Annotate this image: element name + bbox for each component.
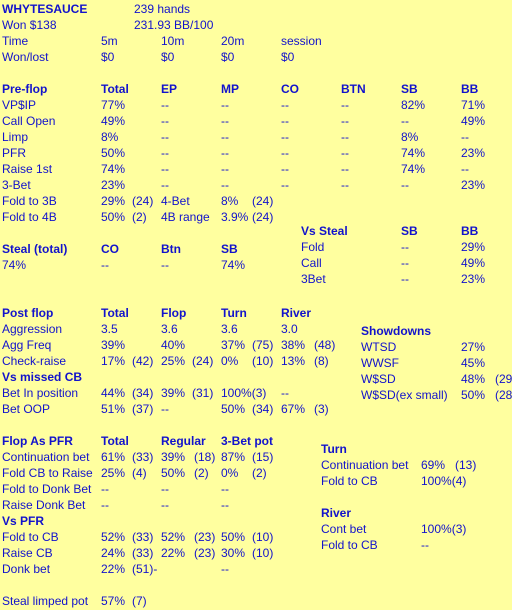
preflop-row-c2: -- (161, 130, 169, 144)
preflop-header-c7: BB (461, 82, 479, 96)
preflop-header-c6: SB (401, 82, 418, 96)
vs-pfr-row-c1: 52% (101, 530, 126, 544)
missed-cb-row-c5: 100%(3) (221, 386, 267, 400)
flop-pfr-row-c1: -- (101, 482, 109, 496)
time-col-c3: session (281, 34, 322, 48)
time-col-c1: 10m (161, 34, 185, 48)
postflop-header-c3: Turn (221, 306, 247, 320)
steal-header-c3: SB (221, 242, 238, 256)
vs-pfr-row-c3: 22% (161, 546, 186, 560)
fold4b-row-c5: (24) (252, 210, 274, 224)
preflop-row-c3: -- (221, 178, 229, 192)
flop-pfr-row-c4: (2) (194, 466, 209, 480)
postflop-row-c7: 13% (281, 354, 306, 368)
showdown-row-c0: WWSF (361, 356, 399, 370)
vs-steal-row-c0: Call (301, 256, 322, 270)
flop-pfr-row-c6: (15) (252, 450, 274, 464)
preflop-row-c0: Call Open (2, 114, 56, 128)
postflop-row-c0: Agg Freq (2, 338, 52, 352)
postflop-row-c1: 39% (101, 338, 126, 352)
won-lost-val-c2: $0 (221, 50, 235, 64)
flop-pfr-row-c5: 0% (221, 466, 239, 480)
postflop-row-c5: 37% (221, 338, 246, 352)
flop-pfr-row-c1: -- (101, 498, 109, 512)
missed-cb-row-c3: 39% (161, 386, 186, 400)
showdown-row-c1: 27% (461, 340, 486, 354)
flop-pfr-row-c6: (2) (252, 466, 267, 480)
preflop-row-c0: 3-Bet (2, 178, 31, 192)
postflop-row-c6: (10) (252, 354, 274, 368)
preflop-row-c3: -- (221, 146, 229, 160)
preflop-row-c6: 74% (401, 146, 426, 160)
preflop-row-c6: -- (401, 114, 409, 128)
preflop-row-c5: -- (341, 114, 349, 128)
postflop-row-c3: 25% (161, 354, 186, 368)
postflop-header-c4: River (281, 306, 312, 320)
preflop-row-c1: 49% (101, 114, 126, 128)
won-lost-val-c0: $0 (101, 50, 115, 64)
flop-pfr-row-c5: -- (221, 482, 229, 496)
missed-cb-row-c2: (37) (132, 402, 154, 416)
vs-pfr-row-c5: -- (221, 562, 229, 576)
fold3b-row-c0: Fold to 3B (2, 194, 57, 208)
flop-pfr-row-c1: 25% (101, 466, 126, 480)
postflop-row-c0: Aggression (2, 322, 63, 336)
river-row-c1: 100%(3) (421, 522, 467, 536)
preflop-row-c5: -- (341, 130, 349, 144)
preflop-row-c2: -- (161, 114, 169, 128)
flop-pfr-row-c3: -- (161, 482, 169, 496)
vs-steal-header-c0: Vs Steal (301, 224, 348, 238)
vs-steal-row-c1: -- (401, 272, 409, 286)
vs-pfr-row-c3: 52% (161, 530, 186, 544)
postflop-row-c8: (48) (314, 338, 336, 352)
preflop-row-c4: -- (281, 178, 289, 192)
vs-steal-row-c2: 49% (461, 256, 486, 270)
preflop-row-c4: -- (281, 162, 289, 176)
showdowns-title: Showdowns (361, 324, 431, 338)
bb-per-100: 231.93 BB/100 (134, 18, 214, 32)
vs-pfr-row-c6: (10) (252, 530, 274, 544)
river-title: River (321, 506, 352, 520)
preflop-header-c3: MP (221, 82, 239, 96)
missed-cb-row-c1: 51% (101, 402, 126, 416)
preflop-row-c1: 74% (101, 162, 126, 176)
preflop-row-c5: -- (341, 98, 349, 112)
postflop-row-c1: 17% (101, 354, 126, 368)
vs-pfr-row-c1: 22% (101, 562, 126, 576)
fold4b-row-c1: 50% (101, 210, 126, 224)
steal-vals-c2: -- (161, 258, 169, 272)
turn-row-c2: (13) (455, 458, 477, 472)
preflop-row-c5: -- (341, 146, 349, 160)
time-col-c0: 5m (101, 34, 118, 48)
flop-pfr-row-c2: (4) (132, 466, 147, 480)
flop-pfr-row-c2: (33) (132, 450, 154, 464)
steal-limped-count: (7) (132, 594, 147, 608)
won-amount: Won $138 (2, 18, 57, 32)
preflop-header-c1: Total (101, 82, 129, 96)
turn-row-c0: Continuation bet (321, 458, 409, 472)
preflop-row-c6: 82% (401, 98, 426, 112)
missed-cb-row-c1: 44% (101, 386, 126, 400)
missed-cb-row-c5: 50% (221, 402, 246, 416)
missed-cb-row-c7: 67% (281, 402, 306, 416)
postflop-row-c4: (24) (192, 354, 214, 368)
flop-pfr-header-c2: Regular (161, 434, 206, 448)
preflop-row-c1: 50% (101, 146, 126, 160)
missed-cb-row-c7: -- (281, 386, 289, 400)
postflop-row-c5: 0% (221, 354, 239, 368)
preflop-row-c1: 23% (101, 178, 126, 192)
flop-pfr-row-c0: Fold to Donk Bet (2, 482, 92, 496)
flop-pfr-row-c0: Fold CB to Raise (2, 466, 93, 480)
postflop-row-c6: (75) (252, 338, 274, 352)
postflop-row-c7: 3.0 (281, 322, 298, 336)
player-name: WHYTESAUCE (2, 2, 88, 16)
preflop-row-c2: -- (161, 162, 169, 176)
showdown-row-c0: WTSD (361, 340, 397, 354)
vs-steal-row-c2: 23% (461, 272, 486, 286)
fold3b-row-c2: (24) (132, 194, 154, 208)
preflop-row-c7: -- (461, 162, 469, 176)
vs-pfr-row-c4: (23) (194, 530, 216, 544)
postflop-row-c1: 3.5 (101, 322, 118, 336)
postflop-header-c1: Total (101, 306, 129, 320)
turn-row-c1: 100%(4) (421, 474, 467, 488)
preflop-row-c0: Limp (2, 130, 29, 144)
fold3b-row-c5: (24) (252, 194, 274, 208)
flop-pfr-row-c3: 50% (161, 466, 186, 480)
preflop-header-c0: Pre-flop (2, 82, 48, 96)
vs-pfr-row-c5: 30% (221, 546, 246, 560)
postflop-header-c2: Flop (161, 306, 187, 320)
vs-pfr-row-c0: Donk bet (2, 562, 51, 576)
preflop-row-c5: -- (341, 178, 349, 192)
postflop-row-c0: Check-raise (2, 354, 67, 368)
steal-limped-label: Steal limped pot (2, 594, 89, 608)
flop-pfr-header-c3: 3-Bet pot (221, 434, 273, 448)
showdown-row-c1: 50% (461, 388, 486, 402)
showdown-row-c2: (28 (495, 388, 512, 402)
showdown-row-c1: 48% (461, 372, 486, 386)
preflop-row-c3: -- (221, 162, 229, 176)
flop-pfr-row-c0: Raise Donk Bet (2, 498, 86, 512)
fold3b-row-c3: 4-Bet (161, 194, 190, 208)
won-lost-val-c1: $0 (161, 50, 175, 64)
steal-vals-c1: -- (101, 258, 109, 272)
vs-pfr-title: Vs PFR (2, 514, 45, 528)
postflop-row-c2: (42) (132, 354, 154, 368)
preflop-row-c7: 49% (461, 114, 486, 128)
preflop-row-c6: 8% (401, 130, 419, 144)
turn-row-c1: 69% (421, 458, 446, 472)
flop-pfr-row-c0: Continuation bet (2, 450, 90, 464)
preflop-row-c4: -- (281, 114, 289, 128)
fold4b-row-c2: (2) (132, 210, 147, 224)
vs-pfr-row-c0: Fold to CB (2, 530, 59, 544)
flop-pfr-row-c4: (18) (194, 450, 216, 464)
vs-steal-row-c2: 29% (461, 240, 486, 254)
postflop-row-c7: 38% (281, 338, 306, 352)
flop-pfr-row-c3: 39% (161, 450, 186, 464)
preflop-row-c1: 77% (101, 98, 126, 112)
postflop-header-c0: Post flop (2, 306, 54, 320)
missed-cb-row-c0: Bet OOP (2, 402, 51, 416)
showdown-row-c2: (29 (495, 372, 512, 386)
missed-cb-row-c0: Bet In position (2, 386, 79, 400)
steal-vals-c0: 74% (2, 258, 27, 272)
missed-cb-row-c2: (34) (132, 386, 154, 400)
preflop-row-c3: -- (221, 114, 229, 128)
preflop-row-c7: 23% (461, 178, 486, 192)
fold4b-row-c0: Fold to 4B (2, 210, 57, 224)
fold4b-row-c4: 3.9% (221, 210, 249, 224)
preflop-row-c4: -- (281, 98, 289, 112)
river-row-c1: -- (421, 538, 429, 552)
preflop-row-c0: Raise 1st (2, 162, 53, 176)
steal-header-c2: Btn (161, 242, 181, 256)
showdown-row-c1: 45% (461, 356, 486, 370)
steal-limped-val: 57% (101, 594, 126, 608)
preflop-row-c2: -- (161, 146, 169, 160)
preflop-row-c7: -- (461, 130, 469, 144)
missed-cb-row-c6: (34) (252, 402, 274, 416)
river-row-c0: Cont bet (321, 522, 367, 536)
preflop-row-c0: PFR (2, 146, 26, 160)
missed-cb-row-c4: (31) (192, 386, 214, 400)
vs-missed-cb-title: Vs missed CB (2, 370, 83, 384)
preflop-row-c3: -- (221, 130, 229, 144)
vs-steal-row-c0: Fold (301, 240, 325, 254)
flop-pfr-header-c1: Total (101, 434, 129, 448)
steal-vals-c3: 74% (221, 258, 246, 272)
preflop-row-c1: 8% (101, 130, 119, 144)
vs-pfr-row-c4: (23) (194, 546, 216, 560)
preflop-row-c6: -- (401, 178, 409, 192)
flop-pfr-row-c5: 87% (221, 450, 246, 464)
vs-steal-row-c1: -- (401, 256, 409, 270)
preflop-row-c7: 23% (461, 146, 486, 160)
vs-pfr-row-c5: 50% (221, 530, 246, 544)
flop-pfr-row-c1: 61% (101, 450, 126, 464)
time-label: Time (2, 34, 29, 48)
preflop-row-c7: 71% (461, 98, 486, 112)
turn-row-c0: Fold to CB (321, 474, 378, 488)
won-lost-val-c3: $0 (281, 50, 295, 64)
postflop-row-c3: 40% (161, 338, 186, 352)
turn-title: Turn (321, 442, 347, 456)
steal-header-c1: CO (101, 242, 119, 256)
vs-steal-row-c1: -- (401, 240, 409, 254)
postflop-row-c5: 3.6 (221, 322, 238, 336)
hands-count: 239 hands (134, 2, 191, 16)
flop-pfr-header-c0: Flop As PFR (2, 434, 73, 448)
missed-cb-row-c3: -- (161, 402, 169, 416)
fold3b-row-c4: 8% (221, 194, 239, 208)
preflop-row-c5: -- (341, 162, 349, 176)
vs-steal-header-c1: SB (401, 224, 418, 238)
preflop-row-c6: 74% (401, 162, 426, 176)
flop-pfr-row-c3: -- (161, 498, 169, 512)
preflop-row-c3: -- (221, 98, 229, 112)
vs-pfr-row-c2: (33) (132, 546, 154, 560)
preflop-row-c0: VP$IP (2, 98, 37, 112)
postflop-row-c3: 3.6 (161, 322, 178, 336)
fold3b-row-c1: 29% (101, 194, 126, 208)
river-row-c0: Fold to CB (321, 538, 378, 552)
vs-pfr-row-c6: (10) (252, 546, 274, 560)
time-col-c2: 20m (221, 34, 245, 48)
preflop-header-c4: CO (281, 82, 299, 96)
fold4b-row-c3: 4B range (161, 210, 210, 224)
vs-steal-row-c0: 3Bet (301, 272, 326, 286)
preflop-row-c4: -- (281, 146, 289, 160)
showdown-row-c0: W$SD(ex small) (361, 388, 448, 402)
vs-pfr-row-c1: 24% (101, 546, 126, 560)
vs-steal-header-c2: BB (461, 224, 479, 238)
won-lost-label: Won/lost (2, 50, 49, 64)
postflop-row-c8: (8) (314, 354, 329, 368)
missed-cb-row-c8: (3) (314, 402, 329, 416)
flop-pfr-row-c5: -- (221, 498, 229, 512)
steal-header-c0: Steal (total) (2, 242, 68, 256)
preflop-row-c2: -- (161, 178, 169, 192)
showdown-row-c0: W$SD (361, 372, 396, 386)
vs-pfr-row-c2: (33) (132, 530, 154, 544)
preflop-header-c5: BTN (341, 82, 366, 96)
preflop-row-c4: -- (281, 130, 289, 144)
preflop-header-c2: EP (161, 82, 178, 96)
vs-pfr-row-c2: (51)- (132, 562, 158, 576)
vs-pfr-row-c0: Raise CB (2, 546, 53, 560)
preflop-row-c2: -- (161, 98, 169, 112)
